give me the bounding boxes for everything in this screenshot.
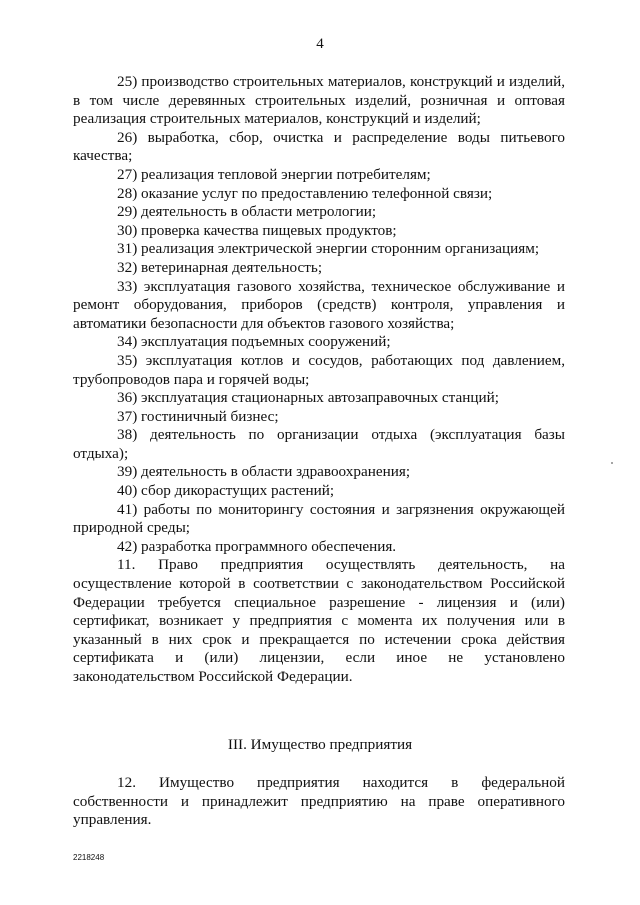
- list-item-42: 42) разработка программного обеспечения.: [117, 537, 397, 555]
- list-item-39: 39) деятельность в области здравоохранения;: [117, 463, 411, 481]
- list-item-25: 25) производство строительных материалов, конструкций и изделий, в том числе деревянных строительных изделий, розничная и оптовая реализация строительных материалов, конструкций и изделий;: [73, 73, 565, 128]
- clause-12: 12. Имущество предприятия находится в федеральной собственности и принадлежит предприятию на праве оперативного управления.: [73, 774, 565, 829]
- list-item-31: 31) реализация электрической энергии сторонним организациям;: [117, 240, 540, 258]
- list-item-32: 32) ветеринарная деятельность;: [117, 258, 323, 276]
- list-item-33: 33) эксплуатация газового хозяйства, техническое обслуживание и ремонт оборудования, приборов (средств) контроля, управления и автоматики безопасности для объектов газового хозяйства;: [73, 277, 565, 332]
- list-item-40: 40) сбор дикорастущих растений;: [117, 482, 335, 500]
- document-code: 2218248: [73, 853, 105, 862]
- list-item-27: 27) реализация тепловой энергии потребителям;: [117, 165, 431, 183]
- clause-12-block: [73, 774, 565, 830]
- list-item-38: 38) деятельность по организации отдыха (эксплуатация базы отдыха);: [73, 426, 565, 462]
- list-item-35: 35) эксплуатация котлов и сосудов, работающих под давлением, трубопроводов пара и горячей воды;: [73, 351, 565, 388]
- list-item-37: 37) гостиничный бизнес;: [117, 407, 279, 425]
- section-heading: III. Имущество предприятия: [227, 736, 413, 753]
- list-item-26: 26) выработка, сбор, очистка и распределение воды питьевого качества;: [73, 128, 565, 165]
- clause-11: 11. Право предприятия осуществлять деятельность, на осуществление которой в соответствии с законодательством Российской Федерации требуется специальное разрешение - лицензия и (или) сертификат, возникает у предприятия с момента их получения или в указанный в них срок и прекращается по истечении срока действия сертификата и (или) лицензии, если иное не установлено законодательством Российской Федерации.: [73, 556, 565, 685]
- list-item-28: 28) оказание услуг по предоставлению телефонной связи;: [117, 184, 493, 202]
- list-item-36: 36) эксплуатация стационарных автозаправочных станций;: [117, 389, 499, 407]
- list-item-34: 34) эксплуатация подъемных сооружений;: [117, 333, 391, 351]
- page-number: 4: [316, 36, 324, 52]
- list-item-30: 30) проверка качества пищевых продуктов;: [117, 221, 397, 239]
- list-item-41: 41) работы по мониторингу состояния и загрязнения окружающей природной среды;: [73, 500, 565, 537]
- activities-list: [73, 73, 565, 687]
- scan-artifact-dot: [611, 462, 613, 464]
- list-item-29: 29) деятельность в области метрологии;: [117, 203, 377, 221]
